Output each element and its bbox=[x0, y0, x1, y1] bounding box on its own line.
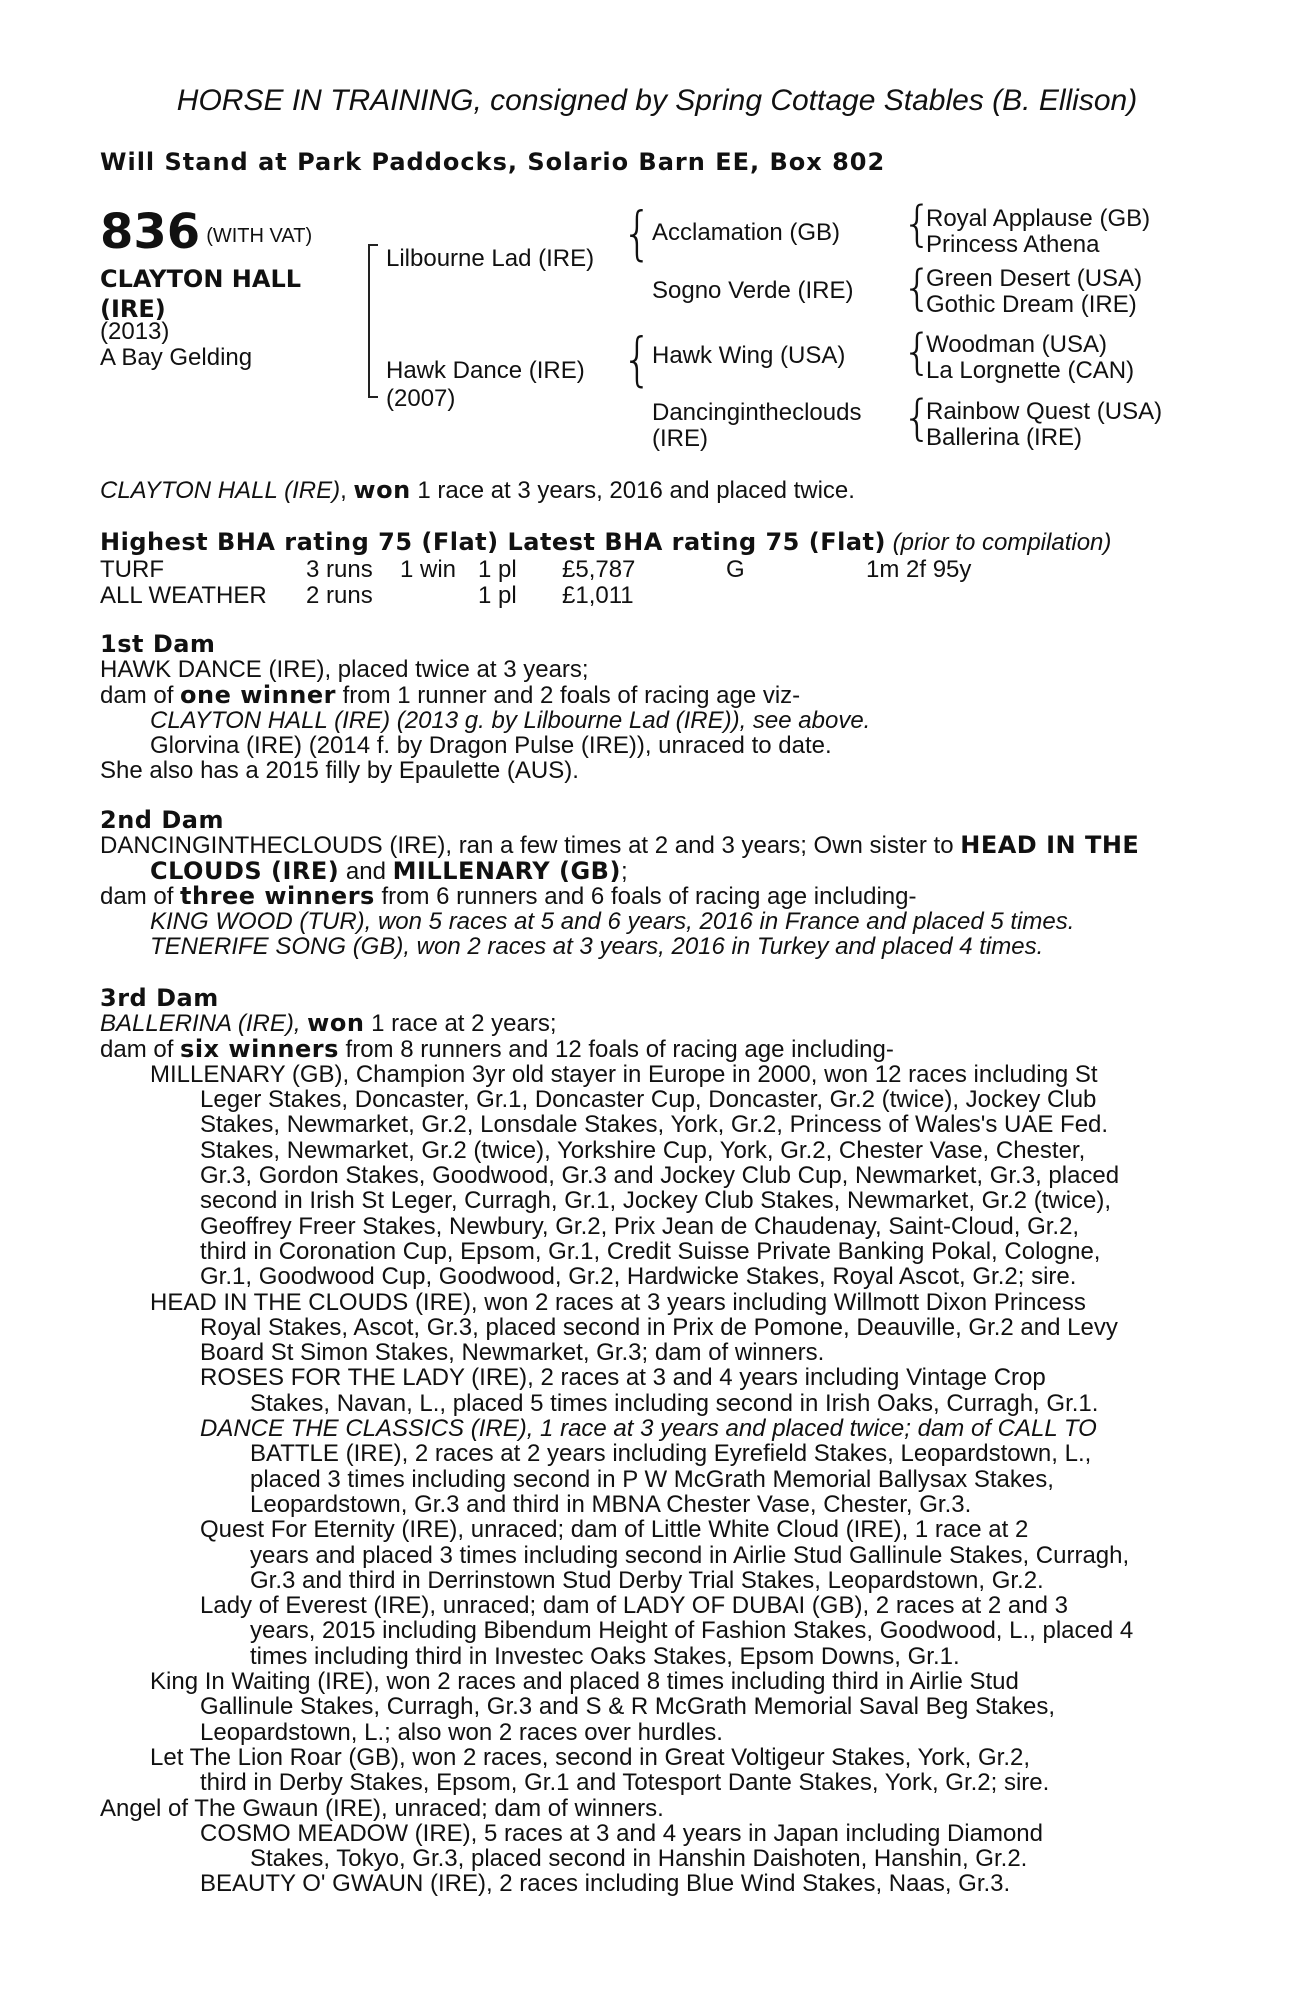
second-dam-heading: 2nd Dam bbox=[100, 806, 224, 834]
page-title: HORSE IN TRAINING, consigned by Spring Cottage Stables (B. Ellison) bbox=[176, 84, 1138, 117]
produce-line: placed 3 times including second in P W McGrath Memorial Ballysax Stakes, bbox=[250, 1465, 1054, 1493]
turf-earnings: £5,787 bbox=[562, 556, 636, 583]
turf-runs: 3 runs bbox=[306, 556, 373, 583]
pedigree-sire-dam: Sogno Verde (IRE) bbox=[652, 277, 854, 304]
produce-line: Gallinule Stakes, Curragh, Gr.3 and S & R McGrath Memorial Saval Beg Stakes, bbox=[200, 1693, 1056, 1721]
horse-year: (2013) bbox=[100, 318, 170, 345]
pedigree-sire-sire: Acclamation (GB) bbox=[652, 219, 841, 246]
produce-line: DANCE THE CLASSICS (IRE), 1 race at 3 years and placed twice; dam of CALL TO bbox=[200, 1415, 1097, 1443]
aw-runs: 2 runs bbox=[306, 582, 373, 609]
produce-line: Stakes, Newmarket, Gr.2, Lonsdale Stakes, York, Gr.2, Princess of Wales's UAE Fed. bbox=[200, 1111, 1109, 1139]
pedigree-ss-dam: Princess Athena bbox=[926, 231, 1100, 258]
pedigree-dam-year: (2007) bbox=[386, 385, 456, 412]
produce-line: Angel of The Gwaun (IRE), unraced; dam of winners. bbox=[100, 1794, 664, 1822]
summary-won: won bbox=[353, 476, 411, 504]
pedigree-sire: Lilbourne Lad (IRE) bbox=[386, 245, 595, 272]
first-dam-foal: Glorvina (IRE) (2014 f. by Dragon Pulse (IRE)), unraced to date. bbox=[150, 732, 832, 760]
horse-name bbox=[100, 264, 340, 324]
produce-line: Stakes, Newmarket, Gr.2 (twice), Yorkshire Cup, York, Gr.2, Chester Vase, Chester, bbox=[200, 1136, 1086, 1164]
produce-line: years and placed 3 times including second in Airlie Stud Gallinule Stakes, Curragh, bbox=[250, 1541, 1130, 1569]
produce-line: second in Irish St Leger, Curragh, Gr.1, Jockey Club Stakes, Newmarket, Gr.2 (twice), bbox=[200, 1187, 1112, 1215]
produce-line: times including third in Investec Oaks Stakes, Epsom Downs, Gr.1. bbox=[250, 1642, 960, 1670]
third-dam-line: dam of six winners from 8 runners and 12 foals of racing age including- bbox=[100, 1034, 894, 1063]
pedigree-dd-sire: Rainbow Quest (USA) bbox=[926, 398, 1163, 425]
ratings-heading: Highest BHA rating 75 (Flat) Latest BHA rating 75 (Flat) bbox=[100, 528, 886, 556]
second-dam-line: dam of three winners from 6 runners and 6 foals of racing age including- bbox=[100, 881, 917, 910]
second-dam-foal: TENERIFE SONG (GB), won 2 races at 3 years, 2016 in Turkey and placed 4 times. bbox=[150, 933, 1044, 961]
produce-line: third in Coronation Cup, Epsom, Gr.1, Credit Suisse Private Banking Pokal, Cologne, bbox=[200, 1237, 1101, 1265]
first-dam-line: She also has a 2015 filly by Epaulette (AUS). bbox=[100, 757, 579, 785]
produce-line: MILLENARY (GB), Champion 3yr old stayer in Europe in 2000, won 12 races including St bbox=[150, 1060, 1098, 1088]
produce-line: ROSES FOR THE LADY (IRE), 2 races at 3 and 4 years including Vintage Crop bbox=[200, 1364, 1046, 1392]
first-dam-heading: 1st Dam bbox=[100, 630, 216, 658]
first-dam-foal: CLAYTON HALL (IRE) (2013 g. by Lilbourne Lad (IRE)), see above. bbox=[150, 706, 871, 734]
pedigree-brace: { bbox=[622, 326, 653, 394]
third-dam-heading: 3rd Dam bbox=[100, 984, 219, 1012]
lot-number-block bbox=[100, 204, 313, 260]
first-dam-line: HAWK DANCE (IRE), placed twice at 3 years; bbox=[100, 656, 589, 684]
pedigree-brace: { bbox=[902, 324, 933, 380]
produce-line: BEAUTY O' GWAUN (IRE), 2 races including Blue Wind Stakes, Naas, Gr.3. bbox=[200, 1870, 1011, 1898]
turf-distance: 1m 2f 95y bbox=[866, 556, 972, 583]
produce-line: Leopardstown, L.; also won 2 races over hurdles. bbox=[200, 1718, 723, 1746]
produce-line: Let The Lion Roar (GB), won 2 races, second in Great Voltigeur Stakes, York, Gr.2, bbox=[150, 1743, 1031, 1771]
second-dam-line: CLOUDS (IRE) and MILLENARY (GB); bbox=[150, 856, 628, 885]
produce-line: Gr.3, Gordon Stakes, Goodwood, Gr.3 and Jockey Club Cup, Newmarket, Gr.3, placed bbox=[200, 1162, 1120, 1190]
pedigree-sd-sire: Green Desert (USA) bbox=[926, 265, 1143, 292]
pedigree-dam-dam-suffix: (IRE) bbox=[652, 425, 708, 452]
aw-earnings: £1,011 bbox=[562, 582, 634, 609]
pedigree-sd-dam: Gothic Dream (IRE) bbox=[926, 291, 1137, 318]
produce-line: Lady of Everest (IRE), unraced; dam of LADY OF DUBAI (GB), 2 races at 2 and 3 bbox=[200, 1592, 1068, 1620]
first-dam-section bbox=[100, 632, 1210, 784]
pedigree-dam-dam: Dancingintheclouds bbox=[652, 399, 862, 426]
produce-line: Gr.1, Goodwood Cup, Goodwood, Gr.2, Hardwicke Stakes, Royal Ascot, Gr.2; sire. bbox=[200, 1263, 1077, 1291]
turf-going: G bbox=[726, 556, 745, 583]
pedigree-dam: Hawk Dance (IRE) bbox=[386, 357, 585, 384]
horse-name-line2: (IRE) bbox=[100, 295, 166, 323]
vat-note: (WITH VAT) bbox=[206, 225, 313, 247]
first-dam-line: dam of one winner from 1 runner and 2 foals of racing age viz- bbox=[100, 680, 801, 709]
lot-number: 836 bbox=[100, 204, 201, 260]
pedigree-ds-sire: Woodman (USA) bbox=[926, 331, 1107, 358]
pedigree-brace: { bbox=[902, 260, 933, 316]
summary-horse: CLAYTON HALL (IRE) bbox=[100, 477, 341, 504]
second-dam-foal: KING WOOD (TUR), won 5 races at 5 and 6 years, 2016 in France and placed 5 times. bbox=[150, 908, 1075, 936]
produce-line: Leger Stakes, Doncaster, Gr.1, Doncaster Cup, Doncaster, Gr.2 (twice), Jockey Club bbox=[200, 1086, 1097, 1114]
produce-line: King In Waiting (IRE), won 2 races and placed 8 times including third in Airlie Stud bbox=[150, 1668, 1019, 1696]
pedigree-brace: { bbox=[622, 200, 653, 268]
produce-line: Leopardstown, Gr.3 and third in MBNA Chester Vase, Chester, Gr.3. bbox=[250, 1490, 972, 1518]
pedigree-dd-dam: Ballerina (IRE) bbox=[926, 424, 1083, 451]
turf-label: TURF bbox=[100, 556, 164, 583]
turf-placed: 1 pl bbox=[478, 556, 517, 583]
produce-line: Geoffrey Freer Stakes, Newbury, Gr.2, Prix Jean de Chaudenay, Saint-Cloud, Gr.2, bbox=[200, 1212, 1080, 1240]
turf-wins: 1 win bbox=[400, 556, 457, 583]
pedigree-ds-dam: La Lorgnette (CAN) bbox=[926, 357, 1135, 384]
bha-ratings bbox=[100, 530, 1210, 555]
ratings-note: (prior to compilation) bbox=[892, 529, 1112, 556]
pedigree-brace: { bbox=[902, 390, 933, 446]
third-dam-line: BALLERINA (IRE), won 1 race at 2 years; bbox=[100, 1009, 557, 1038]
second-dam-line: DANCINGINTHECLOUDS (IRE), ran a few times at 2 and 3 years; Own sister to HEAD IN THE bbox=[100, 831, 1140, 860]
produce-line: COSMO MEADOW (IRE), 5 races at 3 and 4 years in Japan including Diamond bbox=[200, 1819, 1043, 1847]
produce-line: BATTLE (IRE), 2 races at 2 years including Eyrefield Stakes, Leopardstown, L., bbox=[250, 1440, 1092, 1468]
aw-placed: 1 pl bbox=[478, 582, 517, 609]
aw-label: ALL WEATHER bbox=[100, 582, 267, 609]
produce-line: Quest For Eternity (IRE), unraced; dam of Little White Cloud (IRE), 1 race at 2 bbox=[200, 1516, 1029, 1544]
stand-location: Will Stand at Park Paddocks, Solario Barn EE, Box 802 bbox=[100, 148, 886, 176]
produce-line: Royal Stakes, Ascot, Gr.3, placed second in Prix de Pomone, Deauville, Gr.2 and Levy bbox=[200, 1313, 1118, 1341]
produce-line: third in Derby Stakes, Epsom, Gr.1 and Totesport Dante Stakes, York, Gr.2; sire. bbox=[200, 1769, 1050, 1797]
produce-line: HEAD IN THE CLOUDS (IRE), won 2 races at 3 years including Willmott Dixon Princess bbox=[150, 1288, 1086, 1316]
pedigree-ss-sire: Royal Applause (GB) bbox=[926, 205, 1151, 232]
pedigree-brace bbox=[368, 244, 378, 398]
pedigree-dam-sire: Hawk Wing (USA) bbox=[652, 342, 846, 369]
summary-rest: 1 race at 3 years, 2016 and placed twice. bbox=[410, 477, 855, 504]
race-summary: CLAYTON HALL (IRE), won 1 race at 3 years, 2016 and placed twice. bbox=[100, 476, 855, 504]
third-dam-section bbox=[100, 986, 1210, 1897]
produce-line: Stakes, Navan, L., placed 5 times including second in Irish Oaks, Curragh, Gr.1. bbox=[250, 1389, 1099, 1417]
produce-line: Gr.3 and third in Derrinstown Stud Derby Trial Stakes, Leopardstown, Gr.2. bbox=[250, 1566, 1044, 1594]
horse-description: A Bay Gelding bbox=[100, 344, 253, 371]
produce-line: years, 2015 including Bibendum Height of Fashion Stakes, Goodwood, L., placed 4 bbox=[250, 1617, 1134, 1645]
second-dam-section bbox=[100, 808, 1210, 960]
horse-name-line1: CLAYTON HALL bbox=[100, 265, 302, 293]
produce-line: Board St Simon Stakes, Newmarket, Gr.3; dam of winners. bbox=[200, 1339, 825, 1367]
pedigree-brace: { bbox=[902, 196, 933, 252]
produce-line: Stakes, Tokyo, Gr.3, placed second in Hanshin Daishoten, Hanshin, Gr.2. bbox=[250, 1845, 1028, 1873]
